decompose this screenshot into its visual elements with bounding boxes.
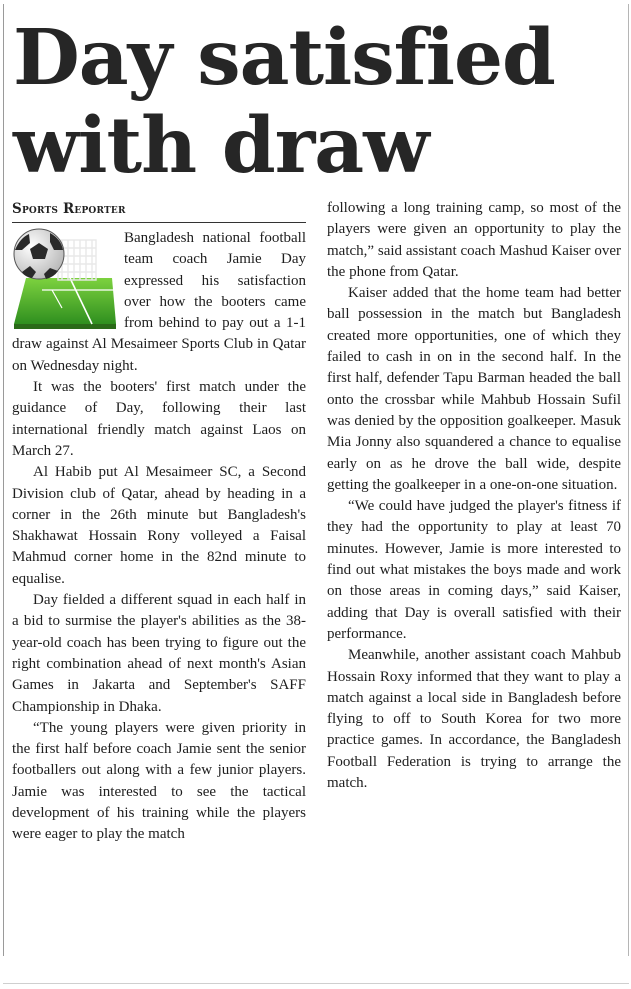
paragraph: It was the booters' first match under the guidance of Day, following their last international friendly match against Laos on March 27. xyxy=(12,379,306,459)
paragraph: Meanwhile, another assistant coach Mahbub Hossain Roxy informed that they want to play a match against a local side in Bangladesh before flying to off to South Korea for two more practice games. In accordance, the Bangladesh Football Federation is trying to arrange the match. xyxy=(327,647,621,792)
paragraph: Al Habib put Al Mesaimeer SC, a Second Division club of Qatar, ahead by heading in a corner in the 26th minute but Bangladesh's Shakhawat Hossain Rony volleyed a Faisal Mahmud corner home in the 82nd minute to equalise. xyxy=(12,464,306,587)
paragraph: “The young players were given priority in the first half before coach Jamie sent the senior footballers out along with a few junior players. Jamie was interested to see the tactical development of his training while the players were eager to play the match xyxy=(12,719,306,843)
page-bottom-rule xyxy=(3,983,629,984)
article-column-right xyxy=(327,198,621,794)
headline: Day satisfied with draw xyxy=(13,13,555,191)
paragraph: Bangladesh national football team coach Jamie Day expressed his satisfaction over how the booters came from behind to pay out a 1-1 draw against Al Mesaimeer Sports Club in Qatar on Wednesday night. xyxy=(12,230,306,374)
paragraph: “We could have judged the player's fitness if they had the opportunity to play at least 70 minutes. However, Jamie is more interested to find out what mistakes the boys made and work on those areas in coming days,” said Kaiser, adding that Day is overall satisfied with their performance. xyxy=(327,498,621,642)
byline-text: Sports Reporter xyxy=(12,201,126,217)
column-divider-right xyxy=(628,4,629,956)
paragraph: following a long training camp, so most of the players were given an opportunity to play the match,” said assistant coach Mashud Kaiser over the phone from Qatar. xyxy=(327,200,621,280)
football-pitch-icon xyxy=(12,228,116,330)
byline xyxy=(12,198,306,223)
article-column-left xyxy=(12,198,306,846)
column-divider-left xyxy=(3,4,4,956)
paragraph: Day fielded a different squad in each half in a bid to surmise the player's abilities as the 38-year-old coach has been trying to figure out the right combination ahead of next month's Asian Games in Jakarta and September's SAFF Championship in Dhaka. xyxy=(12,592,306,715)
paragraph: Kaiser added that the home team had better ball possession in the match but Bangladesh created more opportunities, one of which they failed to cash in on in the second half. In the first half, defender Tapu Barman headed the ball onto the crossbar while Mahbub Hossain Sufil was denied by the opposition goalkeeper. Masuk Mia Jonny also squandered a chance to equalise early on as he drove the ball wide, despite getting the goalkeeper in a one-on-one situation. xyxy=(327,285,621,493)
